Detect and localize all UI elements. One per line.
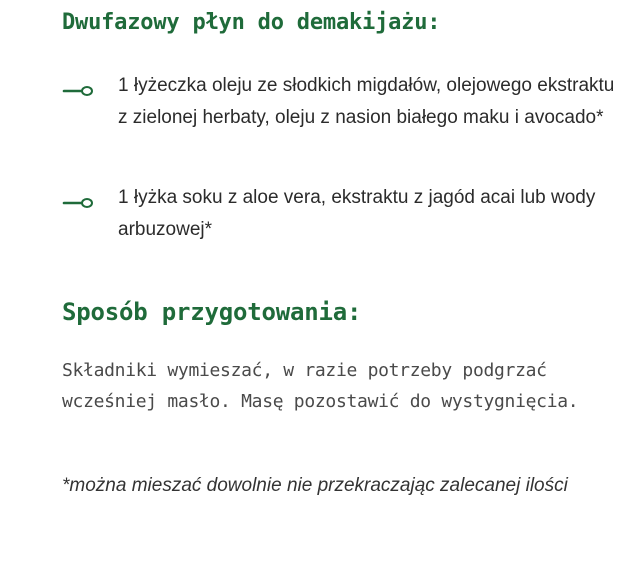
ingredient-text: 1 łyżeczka oleju ze słodkich migdałów, olejowego ekstraktu z zielonej herbaty, oleju z nasion białego maku i avocado* bbox=[118, 75, 615, 128]
ingredient-item bbox=[62, 182, 622, 245]
method-title: Sposób przygotowania: bbox=[62, 298, 362, 326]
footnote: *można mieszać dowolnie nie przekraczając zalecanej ilości bbox=[62, 475, 568, 496]
recipe-title: Dwufazowy płyn do demakijażu: bbox=[62, 10, 441, 35]
ingredient-text: 1 łyżka soku z aloe vera, ekstraktu z jagód acai lub wody arbuzowej* bbox=[118, 187, 596, 240]
ingredient-item bbox=[62, 70, 622, 133]
spoon-icon bbox=[62, 84, 94, 98]
spoon-icon bbox=[62, 196, 94, 210]
method-text: Składniki wymieszać, w razie potrzeby podgrzać wcześniej masło. Masę pozostawić do wystygnięcia. bbox=[62, 360, 579, 412]
